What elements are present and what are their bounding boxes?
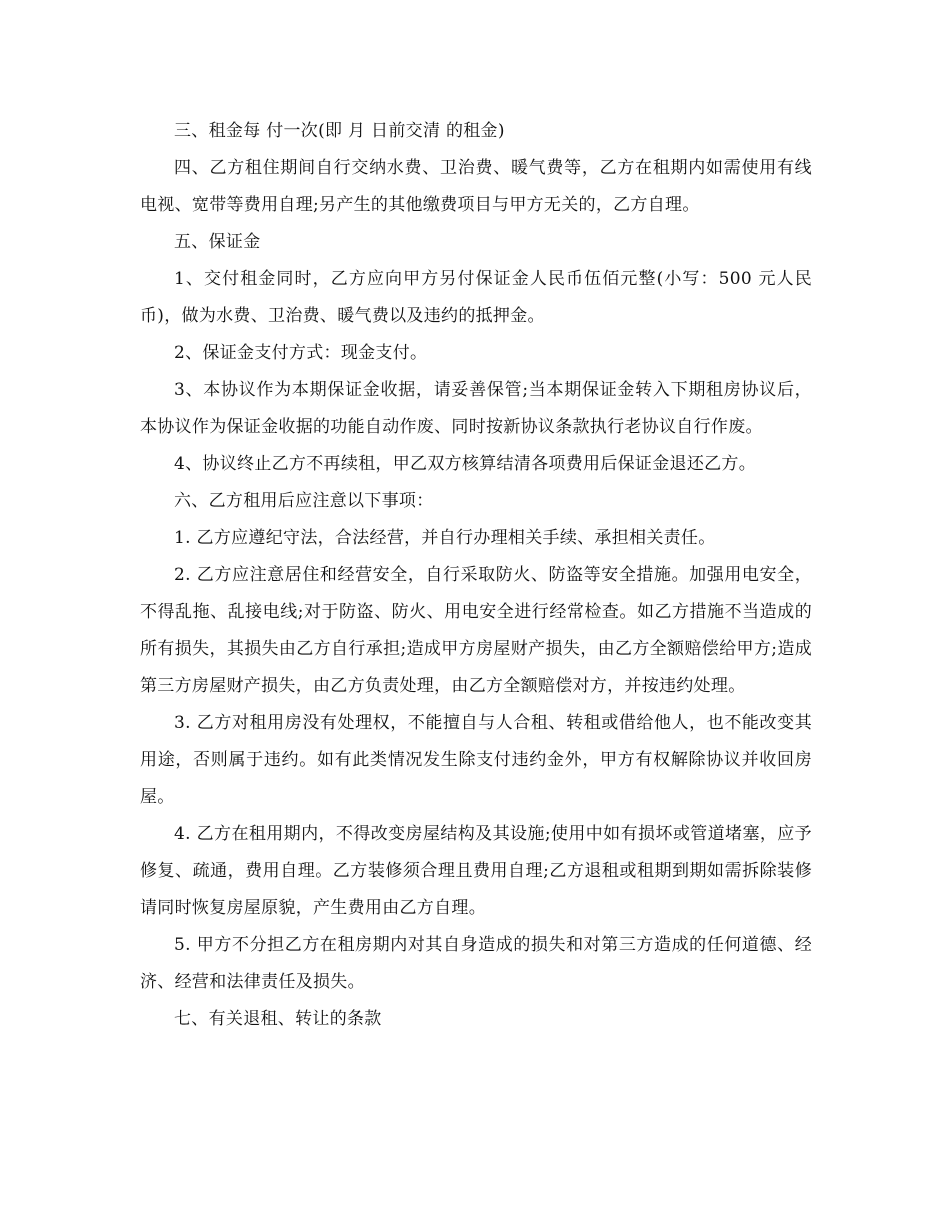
document-body [140, 113, 812, 1038]
paragraph-note-1: 1. 乙方应遵纪守法，合法经营，并自行办理相关手续、承担相关责任。 [174, 528, 716, 548]
paragraph-deposit-receipt: 3、本协议作为本期保证金收据，请妥善保管;当本期保证金转入下期租房协议后，本协议作为保证金收据的功能自动作废、同时按新协议条款执行老协议自行作废。 [140, 380, 812, 437]
paragraph-note-2: 2. 乙方应注意居住和经营安全，自行采取防火、防盗等安全措施。加强用电安全，不得乱拖、乱接电线;对于防盗、防火、用电安全进行经常检查。如乙方措施不当造成的所有损失，其损失由乙方自行承担;造成甲方房屋财产损失，由乙方全额赔偿给甲方;造成第三方房屋财产损失，由乙方负责处理，由乙方全额赔偿对方，并按违约处理。 [140, 565, 812, 696]
paragraph-note-3: 3. 乙方对租用房没有处理权，不能擅自与人合租、转租或借给他人，也不能改变其用途，否则属于违约。如有此类情况发生除支付违约金外，甲方有权解除协议并收回房屋。 [140, 713, 812, 807]
heading-deposit: 五、保证金 [174, 232, 261, 252]
paragraph-note-4: 4. 乙方在租用期内，不得改变房屋结构及其设施;使用中如有损坏或管道堵塞，应予修复、疏通，费用自理。乙方装修须合理且费用自理;乙方退租或租期到期如需拆除装修请同时恢复房屋原貌，产生费用由乙方自理。 [140, 824, 812, 918]
heading-termination: 七、有关退租、转让的条款 [174, 1009, 382, 1029]
paragraph-deposit-amount: 1、交付租金同时，乙方应向甲方另付保证金人民币伍佰元整(小写：500 元人民币)，做为水费、卫治费、暖气费以及违约的抵押金。 [140, 269, 812, 326]
paragraph-rent-payment: 三、租金每 付一次(即 月 日前交清 的租金) [174, 121, 505, 141]
heading-tenant-notes: 六、乙方租用后应注意以下事项： [174, 491, 434, 511]
paragraph-deposit-method: 2、保证金支付方式：现金支付。 [174, 343, 428, 363]
paragraph-note-5: 5. 甲方不分担乙方在租房期内对其自身造成的损失和对第三方造成的任何道德、经济、经营和法律责任及损失。 [140, 935, 812, 992]
paragraph-utilities: 四、乙方租住期间自行交纳水费、卫治费、暖气费等，乙方在租期内如需使用有线电视、宽带等费用自理;另产生的其他缴费项目与甲方无关的，乙方自理。 [140, 158, 812, 215]
paragraph-deposit-refund: 4、协议终止乙方不再续租，甲乙双方核算结清各项费用后保证金退还乙方。 [174, 454, 757, 474]
